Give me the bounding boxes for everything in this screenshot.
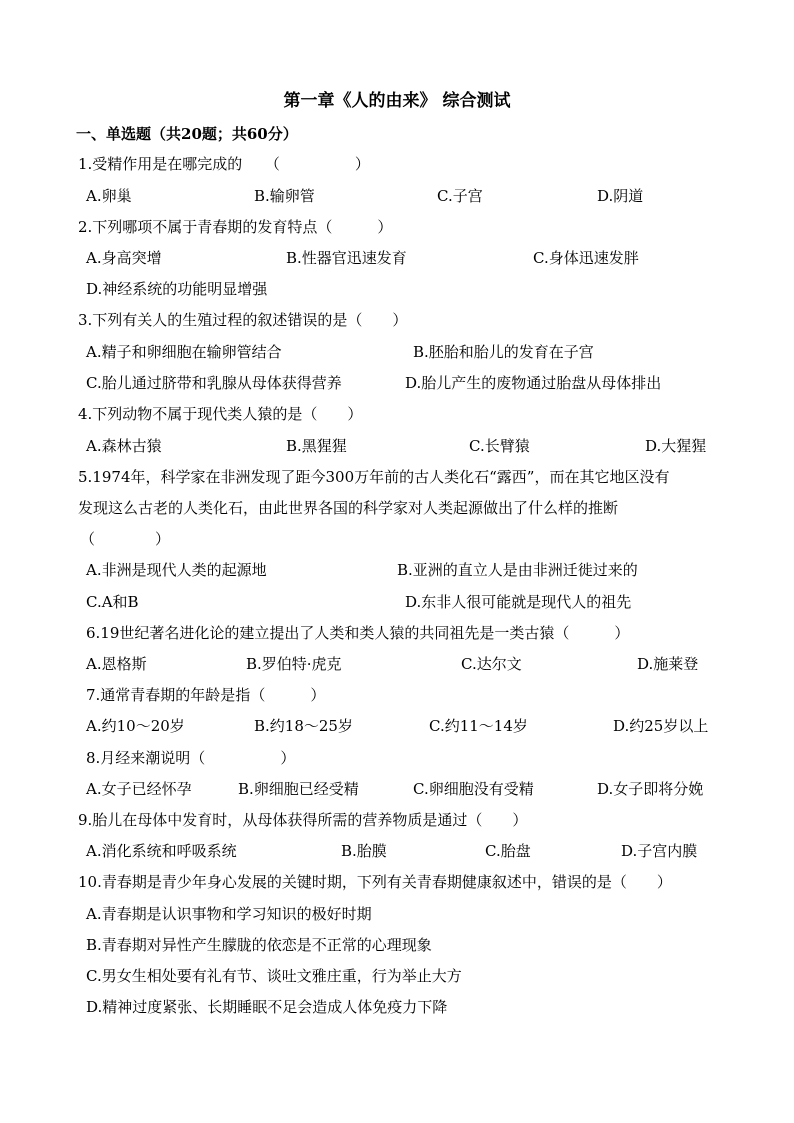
option-c: C.男女生相处要有礼有节、谈吐文雅庄重，行为举止大方 <box>86 967 462 985</box>
option-a: A.精子和卵细胞在输卵管结合 <box>86 343 282 361</box>
option-a: A.约10～20岁 <box>86 717 185 735</box>
option-a: A.卵巢 <box>86 187 132 205</box>
option-b: B.胚胎和胎儿的发育在子宫 <box>413 343 594 361</box>
option-c: C.胎盘 <box>485 842 531 860</box>
question-stem-continued: 发现这么古老的人类化石，由此世界各国的科学家对人类起源做出了什么样的推断 <box>78 499 619 517</box>
option-b: B.黑猩猩 <box>286 437 347 455</box>
question-stem: 2.下列哪项不属于青春期的发育特点（ ） <box>78 218 393 236</box>
option-c: C.子宫 <box>437 187 483 205</box>
option-d: D.阴道 <box>597 187 644 205</box>
option-a: A.消化系统和呼吸系统 <box>86 842 237 860</box>
question-stem: 5.1974年，科学家在非洲发现了距今300万年前的古人类化石“露西”，而在其它地区没有 <box>78 468 670 486</box>
option-d: D.约25岁以上 <box>613 717 709 735</box>
option-d: D.东非人很可能就是现代人的祖先 <box>405 593 632 611</box>
option-b: B.输卵管 <box>254 187 315 205</box>
option-d: D.精神过度紧张、长期睡眠不足会造成人体免疫力下降 <box>86 998 448 1016</box>
option-a: A.非洲是现代人类的起源地 <box>86 561 267 579</box>
page-title: 第一章《人的由来》 综合测试 <box>283 91 511 111</box>
question-stem: 4.下列动物不属于现代类人猿的是（ ） <box>78 405 363 423</box>
question-stem: 7.通常青春期的年龄是指（ ） <box>86 686 326 704</box>
option-c: C.约11～14岁 <box>429 717 528 735</box>
option-c: C.身体迅速发胖 <box>533 249 639 267</box>
option-a: A.身高突增 <box>86 249 162 267</box>
option-b: B.胎膜 <box>341 842 387 860</box>
option-b: B.亚洲的直立人是由非洲迁徙过来的 <box>397 561 638 579</box>
option-b: B.卵细胞已经受精 <box>238 780 359 798</box>
option-d: D.大猩猩 <box>645 437 707 455</box>
option-c: C.长臂猿 <box>469 437 530 455</box>
option-a: A.女子已经怀孕 <box>86 780 192 798</box>
option-d: D.神经系统的功能明显增强 <box>86 280 268 298</box>
option-d: D.子宫内膜 <box>621 842 698 860</box>
option-d: D.施莱登 <box>637 655 699 673</box>
question-stem: 8.月经来潮说明（ ） <box>86 749 296 767</box>
option-a: A.森林古猿 <box>86 437 162 455</box>
question-stem: 10.青春期是青少年身心发展的关键时期，下列有关青春期健康叙述中，错误的是（ ） <box>78 873 672 891</box>
option-b: B.青春期对异性产生朦胧的依恋是不正常的心理现象 <box>86 936 432 954</box>
question-stem: 3.下列有关人的生殖过程的叙述错误的是（ ） <box>78 311 408 329</box>
option-c: C.胎儿通过脐带和乳腺从母体获得营养 <box>86 374 342 392</box>
option-b: B.性器官迅速发育 <box>286 249 407 267</box>
answer-parentheses: （ ） <box>80 530 171 548</box>
option-d: D.胎儿产生的废物通过胎盘从母体排出 <box>405 374 662 392</box>
question-stem: 9.胎儿在母体中发育时，从母体获得所需的营养物质是通过（ ） <box>78 811 528 829</box>
option-c: C.卵细胞没有受精 <box>413 780 534 798</box>
question-stem: 1.受精作用是在哪完成的 （ ） <box>78 155 370 173</box>
option-b: B.罗伯特·虎克 <box>246 655 342 673</box>
question-stem: 6.19世纪著名进化论的建立提出了人类和类人猿的共同祖先是一类古猿（ ） <box>86 624 630 642</box>
option-a: A.恩格斯 <box>86 655 147 673</box>
option-a: A.青春期是认识事物和学习知识的极好时期 <box>86 905 372 923</box>
option-d: D.女子即将分娩 <box>597 780 704 798</box>
section-heading: 一、单选题（共20题；共60分） <box>76 125 298 143</box>
option-b: B.约18～25岁 <box>254 717 353 735</box>
option-c: C.A和B <box>86 593 139 611</box>
option-c: C.达尔文 <box>461 655 522 673</box>
